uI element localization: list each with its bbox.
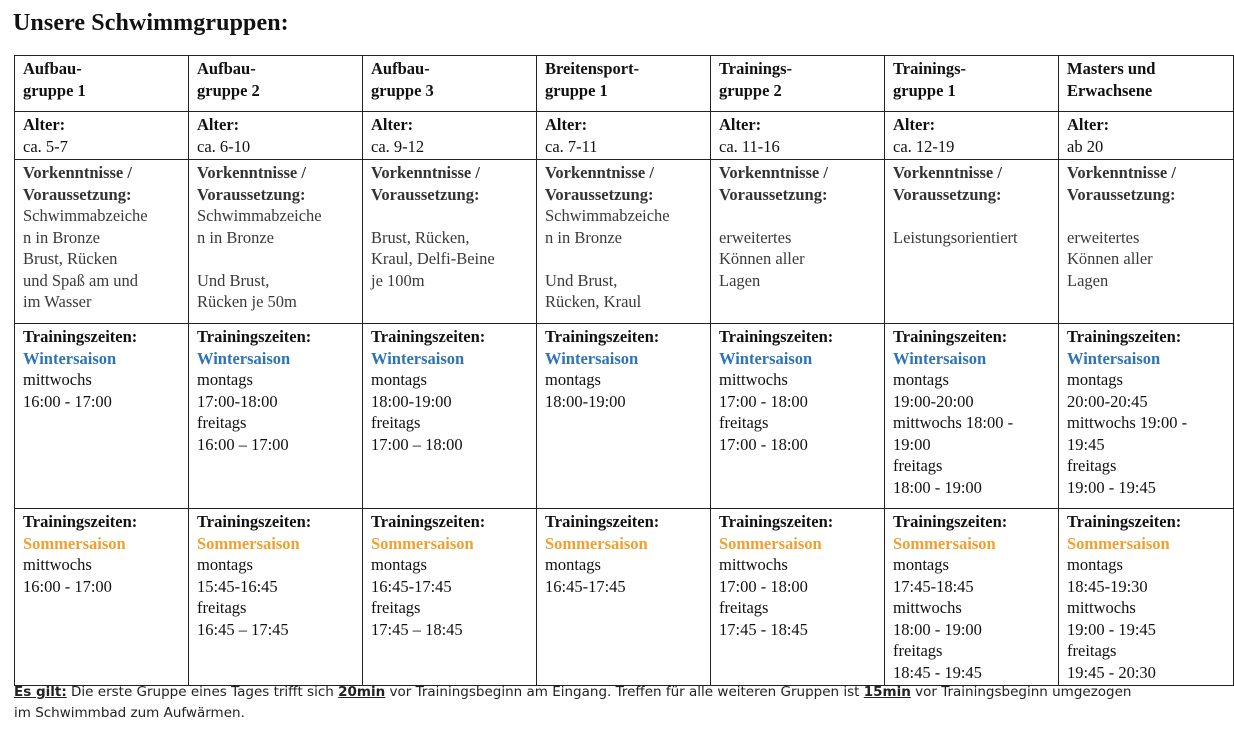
winter-time-line: 17:00 – 18:00 [371, 434, 463, 454]
group-name-line: Trainings- [719, 59, 793, 78]
sommersaison-label: Sommersaison [197, 533, 300, 553]
alter-value: ca. 6-10 [197, 136, 251, 156]
vorkenntnisse-line: Brust, Rücken [23, 249, 118, 268]
alter-label: Alter: [23, 115, 66, 134]
summer-time-line: 16:45 – 17:45 [197, 619, 289, 639]
summer-time-line: montags [893, 555, 949, 574]
alter-value: ca. 5-7 [23, 136, 68, 156]
voraussetzung-label: Voraussetzung: [371, 184, 480, 204]
winter-time-line: montags [545, 370, 601, 389]
winter-time-line: 19:45 [1067, 434, 1105, 454]
winter-time-line: montags [1067, 370, 1123, 389]
trainingszeiten-label: Trainingszeiten: [197, 512, 312, 531]
winter-time-line: freitags [197, 413, 247, 432]
winter-time-line: 19:00 - 19:45 [1067, 477, 1156, 497]
summer-time-line: freitags [893, 641, 943, 660]
summer-time-line: 19:00 - 19:45 [1067, 619, 1156, 639]
group-name-line: Aufbau- [197, 59, 256, 78]
group-name-line: Erwachsene [1067, 80, 1153, 100]
vorkenntnisse-label: Vorkenntnisse / [23, 163, 132, 182]
summer-time-line: 18:00 - 19:00 [893, 619, 982, 639]
winter-time-line: montags [371, 370, 427, 389]
group-name-cell [1059, 56, 1234, 112]
summer-time-line: montags [371, 555, 427, 574]
vorkenntnisse-label: Vorkenntnisse / [1067, 163, 1176, 182]
winter-time-line: freitags [893, 456, 943, 475]
summer-time-line: freitags [371, 598, 421, 617]
summer-time-line: mittwochs [893, 598, 962, 617]
vorkenntnisse-line [197, 248, 358, 270]
vorkenntnisse-line: Lagen [719, 270, 761, 290]
group-name-cell [885, 56, 1059, 112]
group-name-line: Trainings- [893, 59, 967, 78]
vorkenntnisse-label: Vorkenntnisse / [197, 163, 306, 182]
vorkenntnisse-line: erweitertes [719, 227, 792, 247]
vorkenntnisse-cell [363, 160, 537, 324]
winter-time-line: 19:00-20:00 [893, 391, 974, 411]
summer-time-line: mittwochs [1067, 598, 1136, 617]
footer-text-3: vor Trainingsbeginn umgezogen im Schwimmbad zum Aufwärmen. [14, 684, 1132, 721]
summer-times-cell [885, 509, 1059, 686]
footer-text-1: Die erste Gruppe eines Tages trifft sich [66, 684, 339, 700]
group-name-line: Masters und [1067, 59, 1156, 78]
trainingszeiten-label: Trainingszeiten: [545, 327, 660, 346]
trainingszeiten-label: Trainingszeiten: [893, 327, 1008, 346]
vorkenntnisse-line: Und Brust, [197, 270, 270, 290]
voraussetzung-label: Voraussetzung: [23, 184, 132, 204]
winter-times-cell [1059, 324, 1234, 509]
trainingszeiten-label: Trainingszeiten: [545, 512, 660, 531]
group-name-cell [189, 56, 363, 112]
winter-time-line: mittwochs 18:00 - [893, 413, 1014, 432]
winter-time-line: 19:00 [893, 434, 931, 454]
winter-time-line: montags [197, 370, 253, 389]
vorkenntnisse-label: Vorkenntnisse / [719, 163, 828, 182]
summer-time-line: freitags [1067, 641, 1117, 660]
vorkenntnisse-line: im Wasser [23, 292, 92, 311]
winter-time-line: 17:00 - 18:00 [719, 434, 808, 454]
alter-label: Alter: [545, 115, 588, 134]
sommersaison-label: Sommersaison [719, 533, 822, 553]
group-name-line: Aufbau- [23, 59, 82, 78]
trainingszeiten-label: Trainingszeiten: [197, 327, 312, 346]
winter-times-cell [885, 324, 1059, 509]
wintersaison-label: Wintersaison [23, 348, 117, 368]
alter-value: ca. 7-11 [545, 136, 598, 156]
summer-times-cell [15, 509, 189, 686]
vorkenntnisse-label: Vorkenntnisse / [545, 163, 654, 182]
trainingszeiten-label: Trainingszeiten: [23, 327, 138, 346]
winter-time-line: 20:00-20:45 [1067, 391, 1148, 411]
winter-times-cell [363, 324, 537, 509]
wintersaison-label: Wintersaison [545, 348, 639, 368]
summer-time-line: montags [1067, 555, 1123, 574]
row-vorkenntnisse [15, 160, 1234, 324]
summer-time-line: mittwochs [23, 555, 92, 574]
vorkenntnisse-line: Und Brust, [545, 270, 618, 290]
vorkenntnisse-label: Vorkenntnisse / [893, 163, 1002, 182]
summer-time-line: 17:45-18:45 [893, 576, 974, 596]
row-alter [15, 112, 1234, 160]
vorkenntnisse-label: Vorkenntnisse / [371, 163, 480, 182]
vorkenntnisse-cell [189, 160, 363, 324]
summer-times-cell [537, 509, 711, 686]
summer-time-line: 17:00 - 18:00 [719, 576, 808, 596]
summer-time-line: 19:45 - 20:30 [1067, 662, 1156, 682]
winter-time-line: freitags [1067, 456, 1117, 475]
voraussetzung-label: Voraussetzung: [545, 184, 654, 204]
trainingszeiten-label: Trainingszeiten: [719, 327, 834, 346]
alter-cell [363, 112, 537, 160]
vorkenntnisse-line: Schwimmabzeiche [545, 206, 670, 225]
vorkenntnisse-line: Rücken, Kraul [545, 292, 642, 311]
group-name-line: Breitensport- [545, 59, 640, 78]
summer-times-cell [711, 509, 885, 686]
summer-time-line: montags [197, 555, 253, 574]
winter-time-line: 16:00 – 17:00 [197, 434, 289, 454]
wintersaison-label: Wintersaison [197, 348, 291, 368]
voraussetzung-label: Voraussetzung: [1067, 184, 1176, 204]
vorkenntnisse-cell [711, 160, 885, 324]
vorkenntnisse-line: je 100m [371, 270, 425, 290]
summer-time-line: 18:45 - 19:45 [893, 662, 982, 682]
vorkenntnisse-cell [1059, 160, 1234, 324]
vorkenntnisse-line: n in Bronze [197, 227, 274, 247]
summer-time-line: 16:00 - 17:00 [23, 576, 112, 596]
summer-time-line: freitags [197, 598, 247, 617]
vorkenntnisse-line: Leistungsorientiert [893, 227, 1018, 247]
sommersaison-label: Sommersaison [893, 533, 996, 553]
group-name-line: gruppe 1 [893, 80, 956, 100]
winter-time-line: mittwochs [23, 370, 92, 389]
winter-time-line: 18:00-19:00 [545, 391, 626, 411]
vorkenntnisse-line: n in Bronze [23, 227, 100, 247]
winter-times-cell [189, 324, 363, 509]
footer-bold-20min: 20min [338, 684, 386, 700]
summer-time-line: 17:45 - 18:45 [719, 619, 808, 639]
vorkenntnisse-line [371, 205, 532, 227]
wintersaison-label: Wintersaison [1067, 348, 1161, 368]
winter-time-line: 17:00-18:00 [197, 391, 278, 411]
summer-times-cell [1059, 509, 1234, 686]
vorkenntnisse-line: Können aller [719, 249, 805, 268]
vorkenntnisse-cell [15, 160, 189, 324]
winter-time-line: 18:00 - 19:00 [893, 477, 982, 497]
trainingszeiten-label: Trainingszeiten: [371, 512, 486, 531]
footer-label: Es gilt: [14, 684, 67, 700]
winter-time-line: freitags [719, 413, 769, 432]
alter-cell [885, 112, 1059, 160]
wintersaison-label: Wintersaison [719, 348, 813, 368]
group-name-line: gruppe 3 [371, 80, 434, 100]
alter-label: Alter: [371, 115, 414, 134]
voraussetzung-label: Voraussetzung: [719, 184, 828, 204]
vorkenntnisse-line: n in Bronze [545, 227, 622, 247]
alter-value: ca. 9-12 [371, 136, 425, 156]
trainingszeiten-label: Trainingszeiten: [1067, 327, 1182, 346]
summer-times-cell [363, 509, 537, 686]
alter-value: ca. 12-19 [893, 136, 955, 156]
sommersaison-label: Sommersaison [545, 533, 648, 553]
trainingszeiten-label: Trainingszeiten: [371, 327, 486, 346]
vorkenntnisse-cell [537, 160, 711, 324]
group-name-line: gruppe 1 [23, 80, 86, 100]
group-name-line: gruppe 1 [545, 80, 608, 100]
group-name-cell [711, 56, 885, 112]
vorkenntnisse-line: Lagen [1067, 270, 1109, 290]
alter-cell [189, 112, 363, 160]
sommersaison-label: Sommersaison [1067, 533, 1170, 553]
vorkenntnisse-line: Kraul, Delfi-Beine [371, 249, 495, 268]
voraussetzung-label: Voraussetzung: [197, 184, 306, 204]
vorkenntnisse-line: Schwimmabzeiche [23, 206, 148, 225]
winter-time-line: 18:00-19:00 [371, 391, 452, 411]
alter-value: ab 20 [1067, 136, 1104, 156]
winter-time-line: montags [893, 370, 949, 389]
swim-groups-table [14, 55, 1234, 686]
sommersaison-label: Sommersaison [371, 533, 474, 553]
vorkenntnisse-line: Schwimmabzeiche [197, 206, 322, 225]
alter-cell [537, 112, 711, 160]
footer-note [14, 682, 1144, 724]
winter-time-line: 17:00 - 18:00 [719, 391, 808, 411]
group-name-cell [363, 56, 537, 112]
footer-text-2: vor Trainingsbeginn am Eingang. Treffen für alle weiteren Gruppen ist [385, 684, 864, 700]
group-name-cell [15, 56, 189, 112]
vorkenntnisse-cell [885, 160, 1059, 324]
winter-times-cell [537, 324, 711, 509]
alter-label: Alter: [1067, 115, 1110, 134]
vorkenntnisse-line: Rücken je 50m [197, 292, 297, 311]
group-name-line: Aufbau- [371, 59, 430, 78]
row-winter [15, 324, 1234, 509]
winter-time-line: 16:00 - 17:00 [23, 391, 112, 411]
vorkenntnisse-line: erweitertes [1067, 227, 1140, 247]
group-name-line: gruppe 2 [719, 80, 782, 100]
wintersaison-label: Wintersaison [893, 348, 987, 368]
summer-time-line: 18:45-19:30 [1067, 576, 1148, 596]
vorkenntnisse-line: Brust, Rücken, [371, 227, 470, 247]
winter-time-line: mittwochs 19:00 - [1067, 413, 1188, 432]
trainingszeiten-label: Trainingszeiten: [23, 512, 138, 531]
row-group-names [15, 56, 1234, 112]
alter-label: Alter: [893, 115, 936, 134]
winter-times-cell [15, 324, 189, 509]
summer-time-line: 17:45 – 18:45 [371, 619, 463, 639]
vorkenntnisse-line: Können aller [1067, 249, 1153, 268]
summer-time-line: 16:45-17:45 [371, 576, 452, 596]
summer-time-line: 16:45-17:45 [545, 576, 626, 596]
vorkenntnisse-line: und Spaß am und [23, 270, 139, 290]
summer-time-line: freitags [719, 598, 769, 617]
alter-cell [1059, 112, 1234, 160]
group-name-cell [537, 56, 711, 112]
trainingszeiten-label: Trainingszeiten: [719, 512, 834, 531]
summer-time-line: montags [545, 555, 601, 574]
summer-times-cell [189, 509, 363, 686]
winter-times-cell [711, 324, 885, 509]
winter-time-line: freitags [371, 413, 421, 432]
summer-time-line: 15:45-16:45 [197, 576, 278, 596]
alter-cell [15, 112, 189, 160]
voraussetzung-label: Voraussetzung: [893, 184, 1002, 204]
vorkenntnisse-line [719, 205, 880, 227]
footer-bold-15min: 15min [863, 684, 911, 700]
trainingszeiten-label: Trainingszeiten: [893, 512, 1008, 531]
summer-time-line: mittwochs [719, 555, 788, 574]
alter-label: Alter: [197, 115, 240, 134]
winter-time-line: mittwochs [719, 370, 788, 389]
alter-label: Alter: [719, 115, 762, 134]
trainingszeiten-label: Trainingszeiten: [1067, 512, 1182, 531]
alter-value: ca. 11-16 [719, 136, 780, 156]
page-title: Unsere Schwimmgruppen: [13, 10, 289, 36]
row-summer [15, 509, 1234, 686]
group-name-line: gruppe 2 [197, 80, 260, 100]
vorkenntnisse-line [893, 205, 1054, 227]
sommersaison-label: Sommersaison [23, 533, 126, 553]
vorkenntnisse-line [1067, 205, 1229, 227]
alter-cell [711, 112, 885, 160]
wintersaison-label: Wintersaison [371, 348, 465, 368]
vorkenntnisse-line [545, 248, 706, 270]
